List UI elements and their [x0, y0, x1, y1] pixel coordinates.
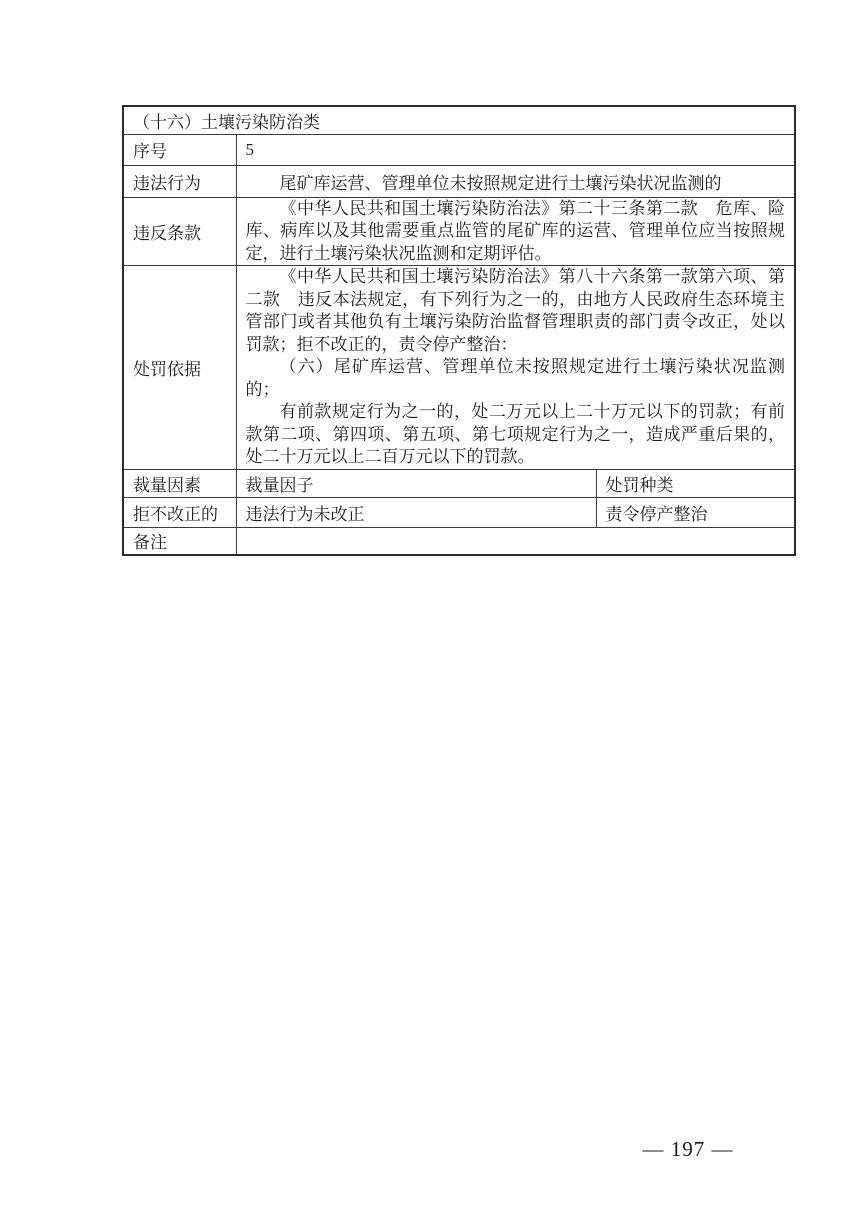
- penalty-basis-row: [123, 266, 795, 470]
- refusal-penalty-type-value: 责令停产整治: [596, 497, 795, 527]
- penalty-basis-value: [236, 266, 795, 470]
- refusal-row: [123, 497, 795, 527]
- page-number: — 197 —: [642, 1137, 734, 1161]
- violation-value: 尾矿库运营、管理单位未按照规定进行土壤污染状况监测的: [236, 165, 795, 197]
- penalty-basis-paragraph-3: 有前款规定行为之一的，处二万元以上二十万元以下的罚款；有前款第二项、第四项、第五项、第七项规定行为之一，造成严重后果的，处二十万元以上二百万元以下的罚款。: [245, 402, 785, 466]
- violation-label: 违法行为: [123, 165, 236, 197]
- violation-row: [123, 165, 795, 197]
- discretion-label: 裁量因素: [123, 469, 236, 497]
- remarks-value: [236, 527, 795, 555]
- penalty-basis-paragraph-2: （六）尾矿库运营、管理单位未按照规定进行土壤污染状况监测的；: [245, 357, 785, 399]
- category-header: （十六）土壤污染防治类: [123, 106, 795, 134]
- penalty-basis-paragraph-1: 《中华人民共和国土壤污染防治法》第八十六条第一款第六项、第二款 违反本法规定，有下列行为之一的，由地方人民政府生态环境主管部门或者其他负有土壤污染防治监督管理职责的部门责令改正，处以罚款；拒不改正的，责令停产整治：: [245, 267, 785, 354]
- clause-row: [123, 197, 795, 266]
- discretion-penalty-type-header: 处罚种类: [596, 469, 795, 497]
- discretion-factor-header: 裁量因子: [236, 469, 596, 497]
- category-header-row: [123, 106, 795, 134]
- penalty-discretion-table: [122, 105, 796, 556]
- serial-value: 5: [236, 134, 795, 165]
- discretion-header-row: [123, 469, 795, 497]
- remarks-label: 备注: [123, 527, 236, 555]
- remarks-row: [123, 527, 795, 555]
- serial-label: 序号: [123, 134, 236, 165]
- refusal-factor-value: 违法行为未改正: [236, 497, 596, 527]
- penalty-basis-label: 处罚依据: [123, 266, 236, 470]
- clause-value: [236, 197, 795, 266]
- clause-paragraph: 《中华人民共和国土壤污染防治法》第二十三条第二款 危库、险库、病库以及其他需要重点监管的尾矿库的运营、管理单位应当按照规定，进行土壤污染状况监测和定期评估。: [245, 198, 785, 263]
- serial-row: [123, 134, 795, 165]
- clause-label: 违反条款: [123, 197, 236, 266]
- refusal-label: 拒不改正的: [123, 497, 236, 527]
